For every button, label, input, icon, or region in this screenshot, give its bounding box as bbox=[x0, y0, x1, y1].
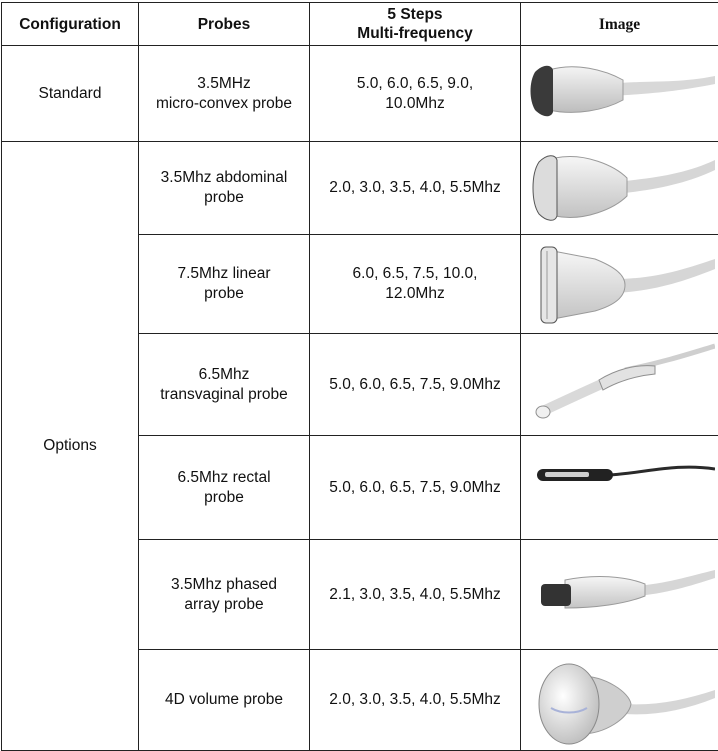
config-standard: Standard bbox=[2, 46, 139, 142]
probe-spec-table bbox=[1, 2, 718, 751]
probe-name-line2: micro-convex probe bbox=[143, 94, 305, 114]
frequency-line2: 10.0Mhz bbox=[314, 94, 516, 114]
config-options: Options bbox=[2, 142, 139, 751]
probe-name-line2: probe bbox=[143, 284, 305, 304]
frequency-line1: 6.0, 6.5, 7.5, 10.0, bbox=[314, 264, 516, 284]
probe-name-line1: 7.5Mhz linear bbox=[143, 264, 305, 284]
table-row bbox=[2, 142, 718, 235]
frequency-cell: 5.0, 6.0, 6.5, 7.5, 9.0Mhz bbox=[310, 436, 521, 540]
probe-image bbox=[521, 334, 718, 436]
frequency-cell: 5.0, 6.0, 6.5, 7.5, 9.0Mhz bbox=[310, 334, 521, 436]
probe-name bbox=[139, 436, 310, 540]
frequency-cell bbox=[310, 46, 521, 142]
rectal-probe-icon bbox=[525, 443, 715, 533]
probe-image bbox=[521, 650, 718, 751]
probe-name bbox=[139, 46, 310, 142]
probe-image bbox=[521, 46, 718, 142]
probe-name-line2: probe bbox=[143, 188, 305, 208]
header-steps-line2: Multi-frequency bbox=[314, 24, 516, 43]
table-row bbox=[2, 46, 718, 142]
frequency-cell: 2.0, 3.0, 3.5, 4.0, 5.5Mhz bbox=[310, 142, 521, 235]
volume-probe-icon bbox=[525, 652, 715, 748]
probe-name bbox=[139, 235, 310, 334]
probe-name: 4D volume probe bbox=[139, 650, 310, 751]
probe-name bbox=[139, 540, 310, 650]
probe-image bbox=[521, 142, 718, 235]
probe-name-line1: 3.5MHz bbox=[143, 74, 305, 94]
probe-name-line1: 6.5Mhz rectal bbox=[143, 468, 305, 488]
probe-name-line2: array probe bbox=[143, 595, 305, 615]
abdominal-probe-icon bbox=[525, 148, 715, 228]
header-row bbox=[2, 3, 718, 46]
probe-name bbox=[139, 142, 310, 235]
probe-name-line1: 3.5Mhz phased bbox=[143, 575, 305, 595]
probe-name-line2: probe bbox=[143, 488, 305, 508]
probe-name-line1: 6.5Mhz bbox=[143, 365, 305, 385]
frequency-cell: 2.1, 3.0, 3.5, 4.0, 5.5Mhz bbox=[310, 540, 521, 650]
probe-image bbox=[521, 540, 718, 650]
probe-name-line1: 3.5Mhz abdominal bbox=[143, 168, 305, 188]
header-steps bbox=[310, 3, 521, 46]
probe-image bbox=[521, 235, 718, 334]
header-configuration: Configuration bbox=[2, 3, 139, 46]
frequency-line1: 5.0, 6.0, 6.5, 9.0, bbox=[314, 74, 516, 94]
probe-name-line2: transvaginal probe bbox=[143, 385, 305, 405]
header-image: Image bbox=[521, 3, 718, 46]
frequency-cell bbox=[310, 235, 521, 334]
frequency-line2: 12.0Mhz bbox=[314, 284, 516, 304]
frequency-cell: 2.0, 3.0, 3.5, 4.0, 5.5Mhz bbox=[310, 650, 521, 751]
phased-array-probe-icon bbox=[525, 550, 715, 640]
probe-name bbox=[139, 334, 310, 436]
linear-probe-icon bbox=[525, 239, 715, 329]
transvaginal-probe-icon bbox=[525, 340, 715, 430]
header-steps-line1: 5 Steps bbox=[314, 5, 516, 24]
header-probes: Probes bbox=[139, 3, 310, 46]
probe-image bbox=[521, 436, 718, 540]
micro-convex-probe-icon bbox=[525, 54, 715, 134]
